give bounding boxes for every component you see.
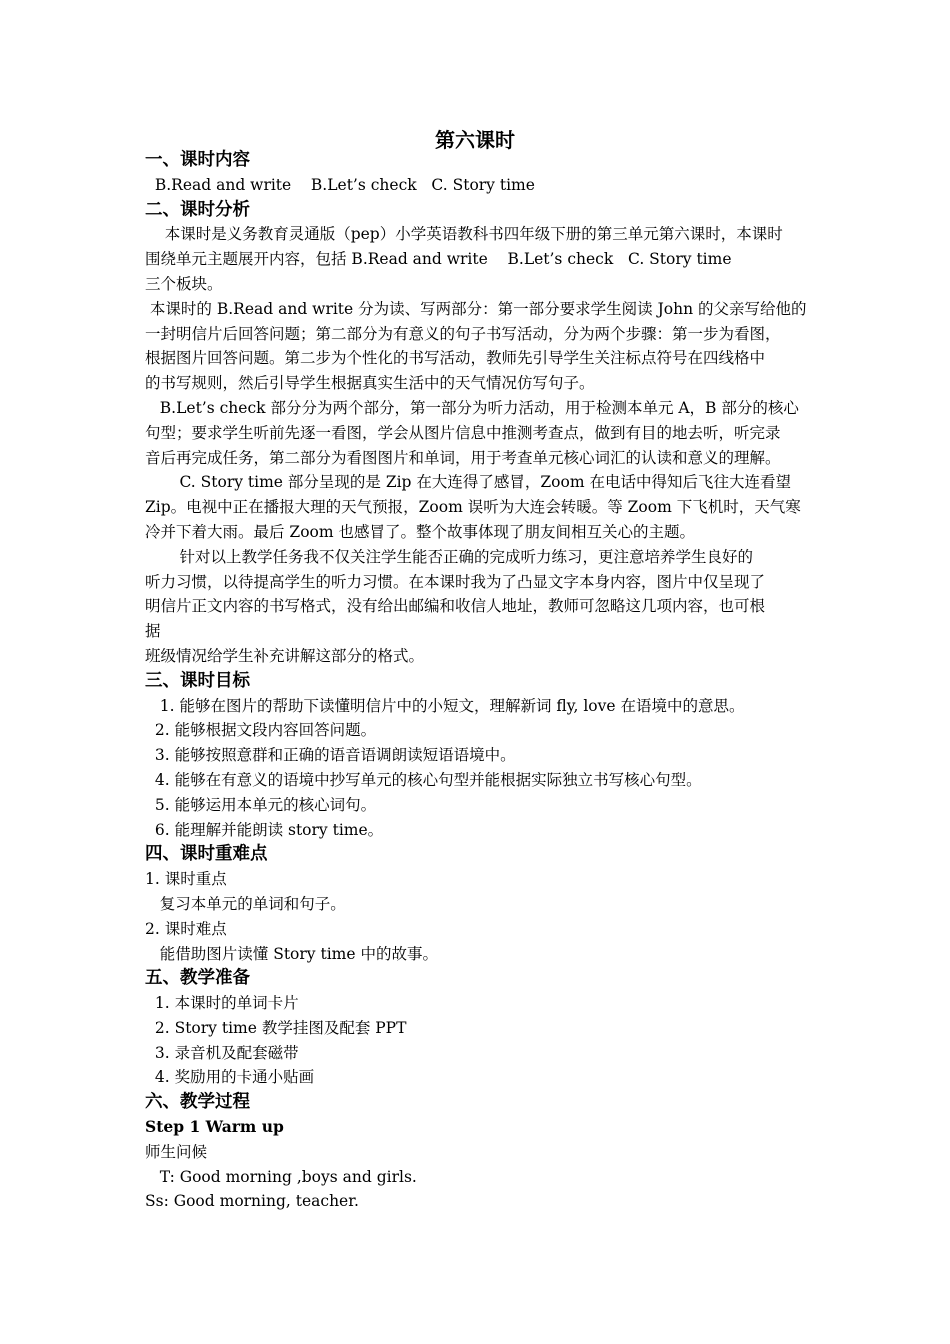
objectives-list xyxy=(145,694,825,843)
page-title: 第六课时 xyxy=(435,128,515,152)
analysis-line: 明信片正文内容的书写格式，没有给出邮编和收信人地址，教师可忽略这几项内容，也可根 xyxy=(145,597,766,616)
preparation-list xyxy=(145,991,825,1090)
objective-item: 5. 能够运用本单元的核心词句。 xyxy=(145,795,377,814)
objective-item: 3. 能够按照意群和正确的语音语调朗读短语语境中。 xyxy=(145,746,516,765)
section-heading-content: 一、课时内容 xyxy=(145,150,250,170)
analysis-line: 一封明信片后回答问题；第二部分为有意义的句子书写活动，分为两个步骤：第一步为看图， xyxy=(145,324,781,343)
process-line: Ss: Good morning, teacher. xyxy=(145,1192,359,1211)
analysis-line: 本课时是义务教育灵通版（pep）小学英语教科书四年级下册的第三单元第六课时，本课时 xyxy=(145,225,783,244)
objective-item: 6. 能理解并能朗读 story time。 xyxy=(145,820,384,839)
step-heading: Step 1 Warm up xyxy=(145,1117,284,1137)
analysis-line: 冷并下着大雨。最后 Zoom 也感冒了。整个故事体现了朋友间相互关心的主题。 xyxy=(145,522,695,541)
objective-item: 4. 能够在有意义的语境中抄写单元的核心句型并能根据实际独立书写核心句型。 xyxy=(145,770,702,789)
analysis-line: 句型；要求学生听前先逐一看图，学会从图片信息中推测考查点，做到有目的地去听，听完录 xyxy=(145,423,781,442)
analysis-line: 针对以上教学任务我不仅关注学生能否正确的完成听力练习，更注意培养学生良好的 xyxy=(145,547,753,566)
analysis-line: 的书写规则，然后引导学生根据真实生活中的天气情况仿写句子。 xyxy=(145,374,595,393)
key-point-line: 1. 课时重点 xyxy=(145,870,227,889)
analysis-line: 三个板块。 xyxy=(145,274,223,293)
analysis-line: 音后再完成任务，第二部分为看图图片和单词，用于考查单元核心词汇的认读和意义的理解。 xyxy=(145,448,781,467)
preparation-item: 4. 奖励用的卡通小贴画 xyxy=(145,1068,315,1087)
objective-item: 1. 能够在图片的帮助下读懂明信片中的小短文，理解新词 fly, love 在语境中的意思。 xyxy=(145,696,745,715)
analysis-line: 围绕单元主题展开内容，包括 B.Read and write B.Let’s check C. Story time xyxy=(145,250,732,269)
analysis-paragraphs xyxy=(145,222,825,668)
analysis-line: B.Let’s check 部分分为两个部分，第一部分为听力活动，用于检测本单元 A，B 部分的核心 xyxy=(145,398,799,417)
key-points xyxy=(145,867,825,966)
process-line: T: Good morning ,boys and girls. xyxy=(145,1167,417,1186)
section-heading-preparation: 五、教学准备 xyxy=(145,968,250,989)
key-point-line: 复习本单元的单词和句子。 xyxy=(145,894,346,913)
document-body xyxy=(145,148,825,1214)
analysis-line: C. Story time 部分呈现的是 Zip 在大连得了感冒，Zoom 在电话中得知后飞往大连看望 xyxy=(145,473,791,492)
section-heading-key-points: 四、课时重难点 xyxy=(145,844,268,865)
preparation-item: 1. 本课时的单词卡片 xyxy=(145,994,299,1013)
analysis-line: 根据图片回答问题。第二步为个性化的书写活动，教师先引导学生关注标点符号在四线格中 xyxy=(145,349,766,368)
analysis-line: Zip。电视中正在播报大理的天气预报，Zoom 误听为大连会转暖。等 Zoom 下飞机时，天气寒 xyxy=(145,498,801,517)
key-point-line: 能借助图片读懂 Story time 中的故事。 xyxy=(145,944,438,963)
content-text: B.Read and write B.Let’s check C. Story time xyxy=(145,175,535,194)
section-heading-process: 六、教学过程 xyxy=(145,1092,250,1113)
objective-item: 2. 能够根据文段内容回答问题。 xyxy=(145,721,377,740)
section-heading-analysis: 二、课时分析 xyxy=(145,199,250,220)
analysis-line: 听力习惯，以待提高学生的听力习惯。在本课时我为了凸显文字本身内容，图片中仅呈现了 xyxy=(145,572,766,591)
analysis-line: 本课时的 B.Read and write 分为读、写两部分：第一部分要求学生阅读 John 的父亲写给他的 xyxy=(145,299,807,318)
process-lines xyxy=(145,1140,825,1214)
section-heading-objectives: 三、课时目标 xyxy=(145,670,250,691)
process-line: 师生问候 xyxy=(145,1142,208,1161)
key-point-line: 2. 课时难点 xyxy=(145,919,227,938)
analysis-line: 班级情况给学生补充讲解这部分的格式。 xyxy=(145,646,425,665)
preparation-item: 3. 录音机及配套磁带 xyxy=(145,1043,299,1062)
analysis-line: 据 xyxy=(145,622,161,641)
preparation-item: 2. Story time 教学挂图及配套 PPT xyxy=(145,1018,407,1037)
